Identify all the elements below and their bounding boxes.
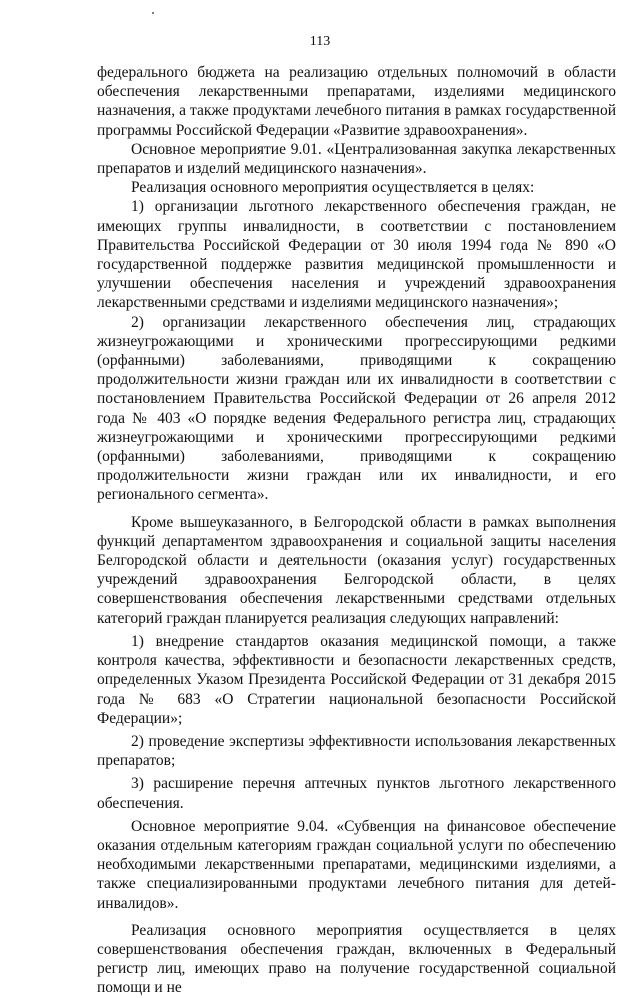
page-number: 113 xyxy=(309,34,331,49)
list-item-goal-2: 2) организации лекарственного обеспечения лиц, страдающих жизнеугрожающими и хроническими прогрессирующими редкими (орфанными) заболеваниями, приводящими к сокращению продолжительности жизни граждан или их инвалидности в соответствии с постановлением Правительства Российской Федерации от 26 апреля 2012 года № 403 «О порядке ведения Федерального регистра лиц, страдающих жизнеугрожающими и хроническими прогрессирующими редкими (орфанными) заболеваниями, приводящими к сокращению продолжительности жизни граждан или их инвалидности, и его регионального сегмента». xyxy=(97,313,616,504)
list-item-goal-1: 1) организации льготного лекарственного обеспечения граждан, не имеющих группы инвалидности, в соответствии с постановлением Правительства Российской Федерации от 30 июля 1994 года № 890 «О государственной поддержке развития медицинской промышленности и улучшении обеспечения населения и учреждений здравоохранения лекарственными средствами и изделиями медицинского назначения»; xyxy=(97,198,616,312)
list-item-direction-1: 1) внедрение стандартов оказания медицинской помощи, а также контроля качества, эффективности и безопасности лекарственных средств, определенных Указом Президента Российской Федерации от 31 декабря 2015 года № 683 «О Стратегии национальной безопасности Российской Федерации»; xyxy=(97,632,616,727)
paragraph-main-activity-9-04: Основное мероприятие 9.04. «Субвенция на финансовое обеспечение оказания отдельным категориям граждан социальной услуги по обеспечению необходимыми лекарственными препаратами, медицинскими изделиями, а также специализированными продуктами лечебного питания для детей-инвалидов». xyxy=(97,817,616,912)
list-item-direction-3: 3) расширение перечня аптечных пунктов льготного лекарственного обеспечения. xyxy=(97,775,616,812)
paragraph-main-activity-9-01: Основное мероприятие 9.01. «Централизованная закупка лекарственных препаратов и изделий медицинского назначения». xyxy=(97,140,616,178)
document-body xyxy=(97,63,616,998)
scan-speck xyxy=(612,427,614,429)
list-item-direction-2: 2) проведение экспертизы эффективности использования лекарственных препаратов; xyxy=(97,732,616,770)
paragraph-goals-intro: Реализация основного мероприятия осуществляется в целях: xyxy=(131,179,535,197)
paragraph-implementation-goals: Реализация основного мероприятия осуществляется в целях совершенствования обеспечения граждан, включенных в Федеральный регистр лиц, имеющих право на получение государственной социальной помощи и не xyxy=(97,921,616,997)
paragraph-continuation: федерального бюджета на реализацию отдельных полномочий в области обеспечения лекарственными препаратами, изделиями медицинского назначения, а также продуктами лечебного питания в рамках государственной программы Российской Федерации «Развитие здравоохранения». xyxy=(97,64,616,139)
scan-speck xyxy=(152,12,154,14)
paragraph-belgorod-directions: Кроме вышеуказанного, в Белгородской области в рамках выполнения функций департаментом здравоохранения и социальной защиты населения Белгородской области и деятельности (оказания услуг) государственных учреждений здравоохранения Белгородской области, в целях совершенствования обеспечения лекарственными средствами отдельных категорий граждан планируется реализация следующих направлений: xyxy=(97,513,616,627)
